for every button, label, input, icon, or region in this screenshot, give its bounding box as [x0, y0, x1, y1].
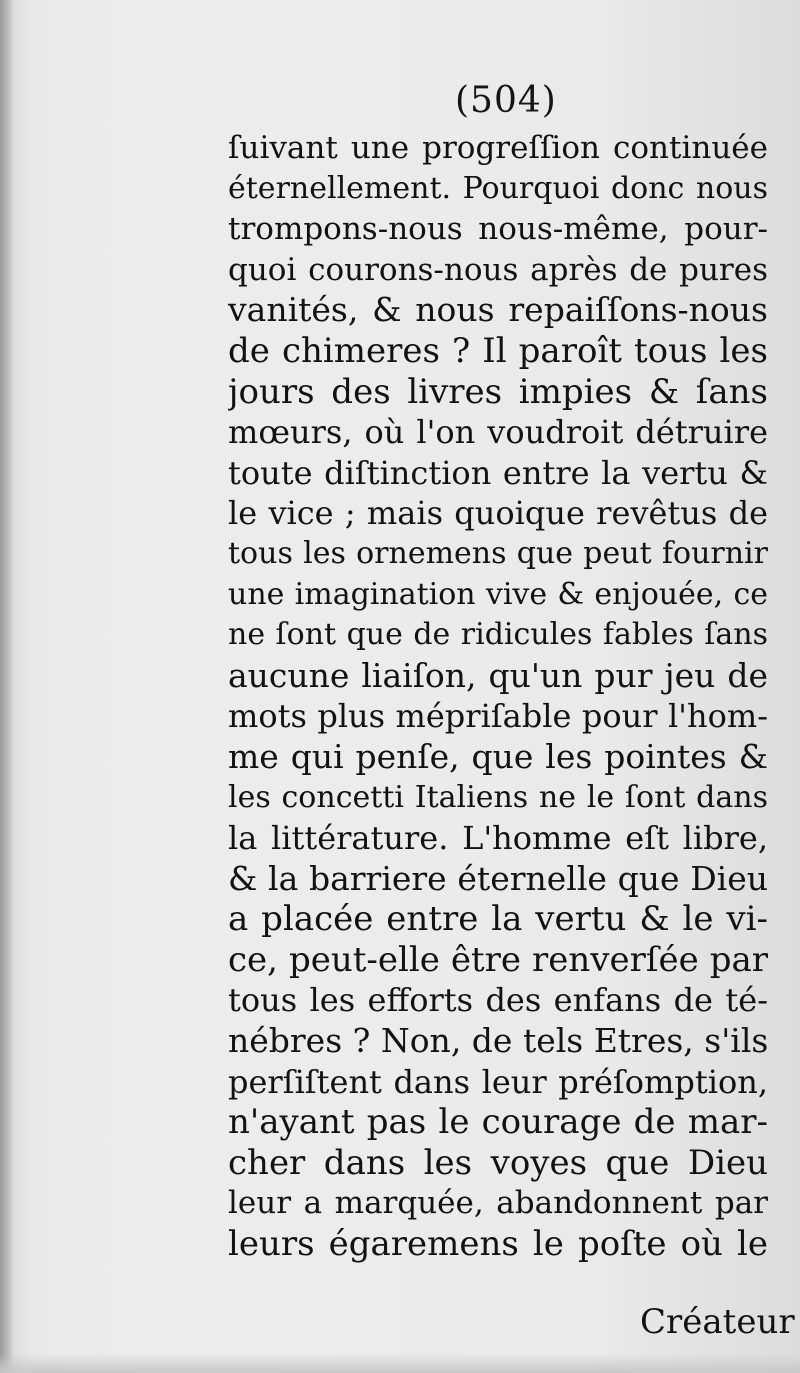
text-line: éternellement. Pourquoi donc nous — [228, 170, 768, 206]
text-line: a placée entre la vertu & le vi- — [228, 899, 768, 940]
text-line: toute diſtinction entre la vertu & — [228, 453, 768, 492]
text-line: une imagination vive & enjouée, ce — [228, 576, 768, 612]
text-line: leurs égaremens le poſte où le — [228, 1224, 768, 1265]
text-line: vanités, & nous repaiſſons-nous — [228, 290, 768, 330]
text-line: ce, peut-elle être renverſée par — [228, 939, 768, 980]
page-bottom-edge — [0, 1353, 800, 1373]
text-line: nébres ? Non, de tels Etres, s'ils — [228, 1021, 768, 1061]
text-line: tous les efforts des enfans de té- — [228, 981, 768, 1020]
text-line: ſuivant une progreſſion continuée — [228, 130, 768, 166]
text-line: tous les ornemens que peut fournir — [228, 535, 768, 571]
text-line: cher dans les voyes que Dieu — [228, 1142, 768, 1183]
catchword: Créateur — [640, 1302, 795, 1342]
text-line: me qui penſe, que les pointes & — [228, 736, 768, 776]
text-line: leur a marquée, abandonnent par — [228, 1185, 768, 1222]
text-line: mots plus mépriſable pour l'hom- — [228, 697, 768, 736]
text-line: jours des livres impies & ſans — [228, 371, 768, 412]
text-line: ne ſont que de ridicules fables ſans — [228, 617, 768, 653]
text-line: le vice ; mais quoique revêtus de — [228, 494, 768, 533]
text-line: trompons-nous nous-même, pour- — [228, 211, 768, 248]
text-line: la littérature. L'homme eſt libre, — [228, 819, 768, 858]
body-text — [228, 128, 768, 1265]
binding-gutter-shadow — [0, 0, 14, 1373]
text-line: perſiſtent dans leur préſomption, — [228, 1062, 768, 1101]
text-line: les concetti Italiens ne le ſont dans — [228, 779, 768, 815]
text-line: de chimeres ? Il paroît tous les — [228, 330, 768, 371]
text-line: mœurs, où l'on voudroit détruire — [228, 413, 768, 452]
text-line: aucune liaiſon, qu'un pur jeu de — [228, 655, 768, 695]
page-number: (504) — [455, 80, 557, 121]
text-line: & la barriere éternelle que Dieu — [228, 858, 768, 898]
text-line: quoi courons-nous après de pures — [228, 251, 768, 288]
text-line: n'ayant pas le courage de mar- — [228, 1102, 768, 1143]
